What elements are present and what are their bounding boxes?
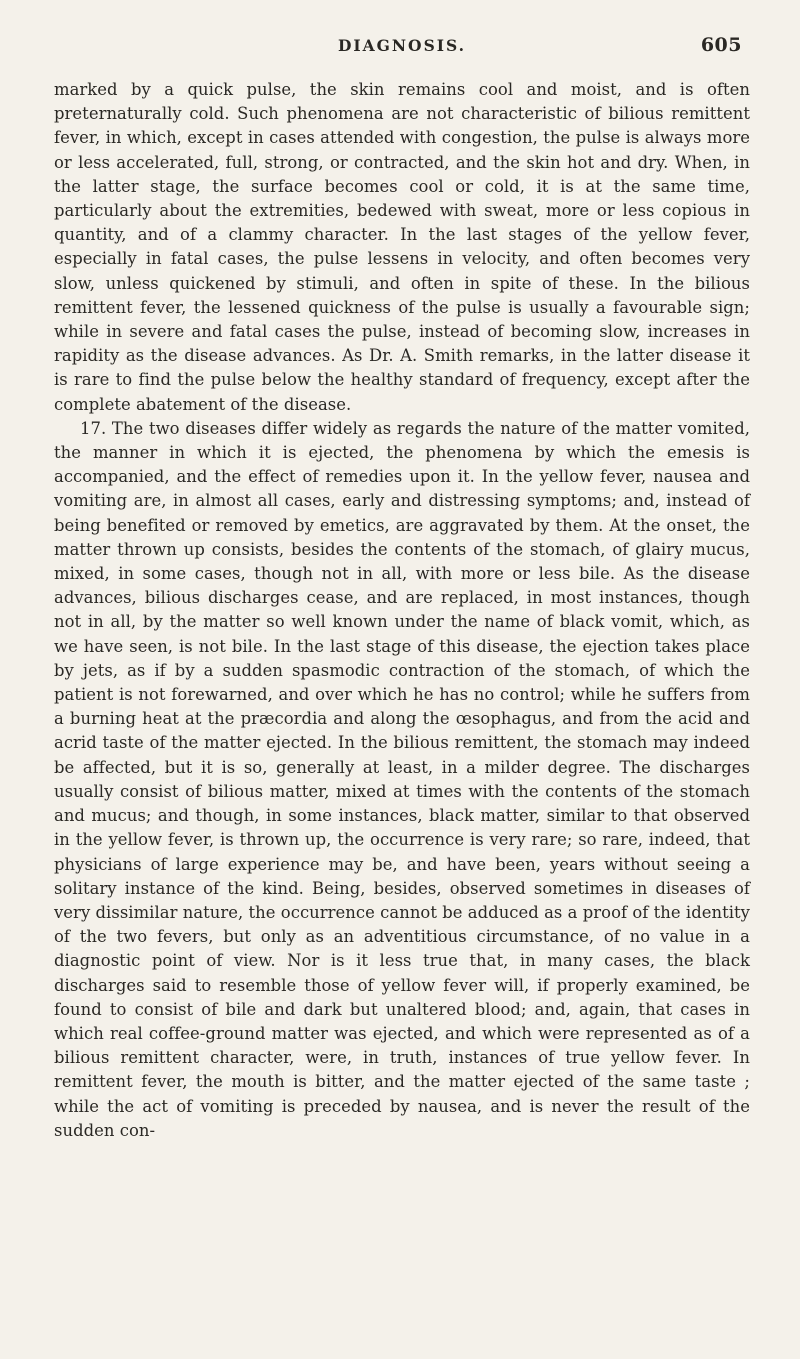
running-title: DIAGNOSIS. bbox=[337, 36, 467, 55]
paragraph-17: 17. The two diseases differ widely as regards the nature of the matter vomited, the manner in which it is ejected, the phenomena by which the emesis is accompanied, and the effect of remedies upon it. In the yellow fever, nausea and vomiting are, in almost all cases, early and distressing symptoms; and, instead of being benefited or removed by emetics, are aggravated by them. At the onset, the matter thrown up consists, besides the contents of the stomach, of glairy mucus, mixed, in some cases, though not in all, with more or less bile. As the disease advances, bilious discharges cease, and are replaced, in most instances, though not in all, by the matter so well known under the name of black vomit, which, as we have seen, is not bile. In the last stage of this disease, the ejection takes place by jets, as if by a sudden spasmodic contraction of the stomach, of which the patient is not forewarned, and over which he has no control; while he suffers from a burning heat at the præcordia and along the œsophagus, and from the acid and acrid taste of the matter ejected. In the bilious remittent, the stomach may indeed be affected, but it is so, generally at least, in a milder degree. The discharges usually consist of bilious matter, mixed at times with the contents of the stomach and mucus; and though, in some instances, black matter, similar to that observed in the yellow fever, is thrown up, the occurrence is very rare; so rare, indeed, that physicians of large experience may be, and have been, years without seeing a solitary instance of the kind. Being, besides, observed sometimes in diseases of very dissimilar nature, the occurrence cannot be adduced as a proof of the identity of the two fevers, but only as an adventitious circumstance, of no value in a diagnostic point of view. Nor is it less true that, in many cases, the black discharges said to resemble those of yellow fever will, if properly examined, be found to consist of bile and dark but unaltered blood; and, again, that cases in which real coffee-ground matter was ejected, and which were represented as of a bilious remittent character, were, in truth, instances of true yellow fever. In remittent fever, the mouth is bitter, and the matter ejected of the same taste ; while the act of vomiting is preceded by nausea, and is never the result of the sudden con- bbox=[54, 418, 750, 1140]
body-text bbox=[54, 78, 750, 1143]
paragraph-continuation: marked by a quick pulse, the skin remains cool and moist, and is often preternaturally cold. Such phenomena are not characteristic of bilious remittent fever, in which, except in cases attended with congestion, the pulse is always more or less accelerated, full, strong, or contracted, and the skin hot and dry. When, in the latter stage, the surface becomes cool or cold, it is at the same time, particularly about the extremities, bedewed with sweat, more or less copious in quantity, and of a clammy character. In the last stages of the yellow fever, especially in fatal cases, the pulse lessens in velocity, and often becomes very slow, unless quickened by stimuli, and often in spite of these. In the bilious remittent fever, the lessened quickness of the pulse is usually a favourable sign; while in severe and fatal cases the pulse, instead of becoming slow, increases in rapidity as the disease advances. As Dr. A. Smith remarks, in the latter disease it is rare to find the pulse below the healthy standard of frequency, except after the complete abatement of the disease. bbox=[54, 80, 750, 414]
page-number: 605 bbox=[700, 34, 742, 56]
running-header bbox=[54, 30, 750, 56]
